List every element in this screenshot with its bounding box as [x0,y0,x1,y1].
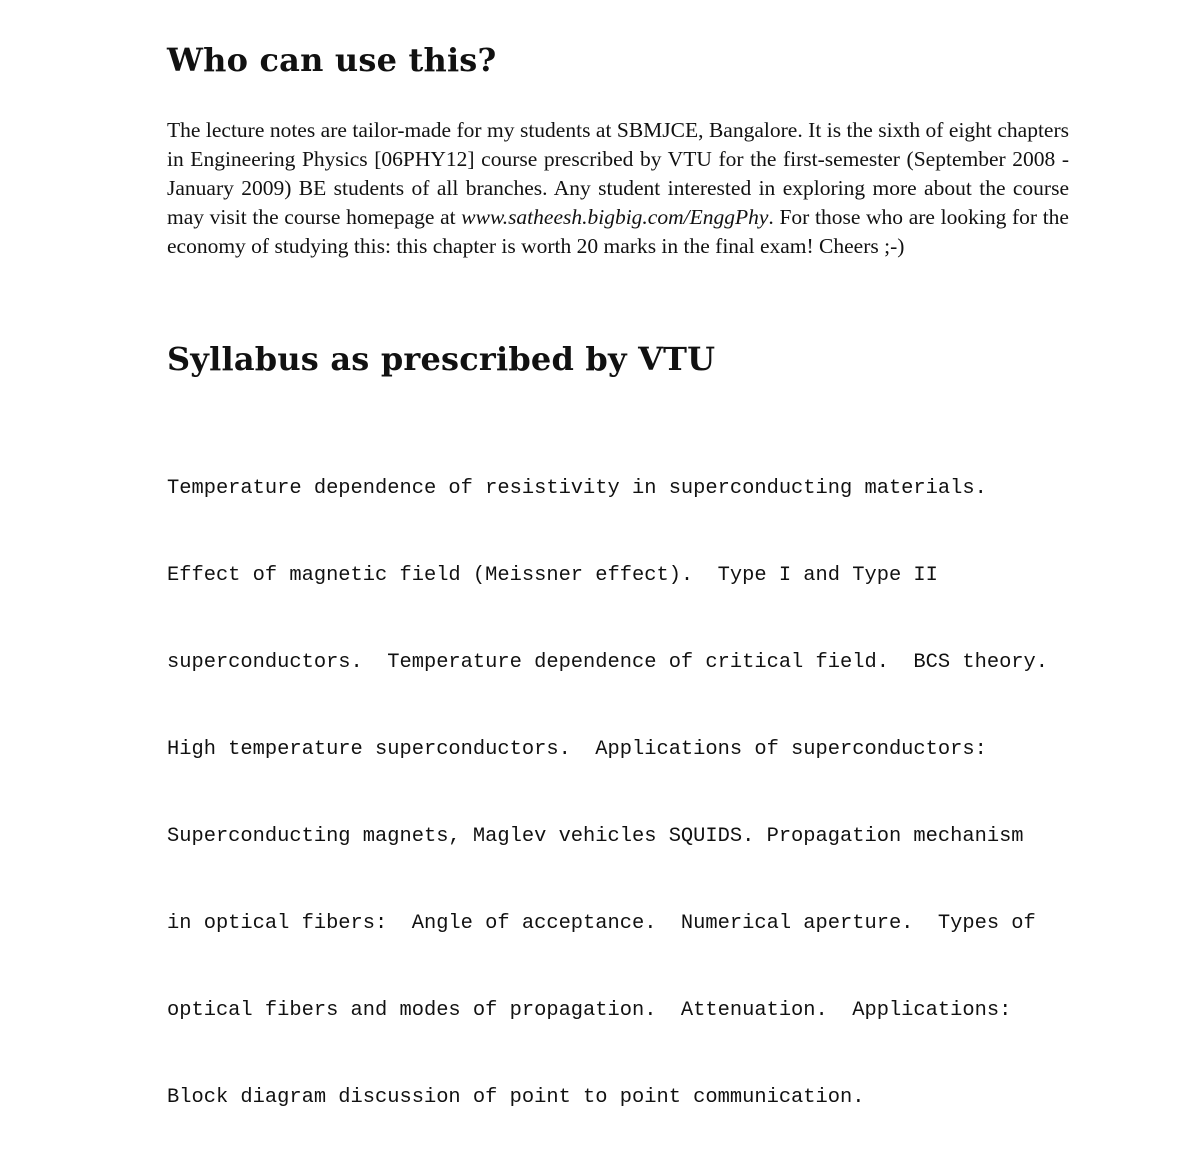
syllabus-line: High temperature superconductors. Applications of superconductors: [167,738,987,761]
syllabus-line: superconductors. Temperature dependence of critical field. BCS theory. [167,651,1049,674]
section-heading-syllabus: Syllabus as prescribed by VTU [167,340,716,378]
syllabus-line: Effect of magnetic field (Meissner effect). Type I and Type II [167,564,938,587]
syllabus-line: Superconducting magnets, Maglev vehicles SQUIDS. Propagation mechanism [167,825,1024,848]
syllabus-line: Temperature dependence of resistivity in superconducting materials. [167,477,987,500]
intro-paragraph [167,116,1069,261]
syllabus-line: optical fibers and modes of propagation. Attenuation. Applications: [167,999,1012,1022]
syllabus-line: Block diagram discussion of point to point communication. [167,1086,865,1109]
syllabus-text [167,416,1087,1170]
course-homepage-link: www.satheesh.bigbig.com/EnggPhy [461,205,769,229]
syllabus-line: in optical fibers: Angle of acceptance. Numerical aperture. Types of [167,912,1036,935]
section-heading-who-can-use: Who can use this? [167,41,497,79]
intro-text-part2: . For those who are looking for the economy of studying this: this chapter is worth 20 marks in the final exam! Cheers ;-) [167,205,1069,258]
intro-text-part1: The lecture notes are tailor-made for my students at SBMJCE, Bangalore. It is the sixth of eight chapters in Engineering Physics [06PHY12] course prescribed by VTU for the first-semester (September 2008 - January 2009) BE students of all branches. Any student interested in exploring more about the course may visit the course homepage at [167,118,1069,229]
